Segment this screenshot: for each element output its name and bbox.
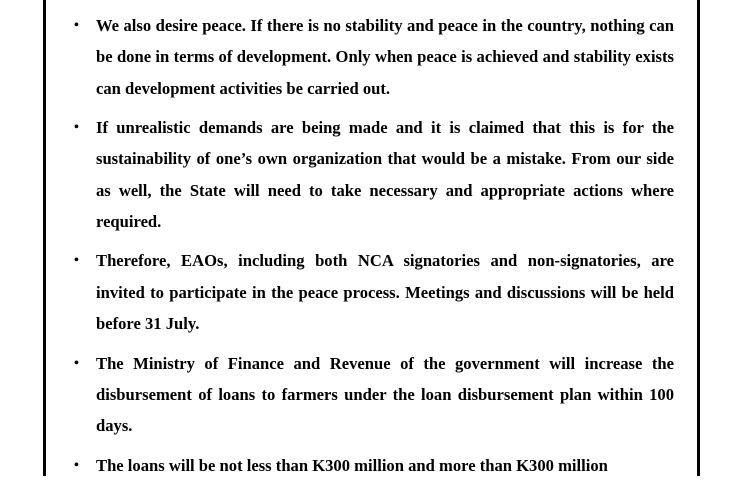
bullet-item-loan-amount — [74, 450, 674, 481]
bullet-text: We also desire peace. If there is no stability and peace in the country, nothing can be done in terms of development. Only when peace is achieved and stability exists can development activities be carried out. — [96, 16, 674, 98]
bullet-icon: • — [74, 355, 79, 371]
bullet-icon: • — [74, 120, 79, 136]
bullet-item-loans — [74, 348, 674, 442]
bullet-text: If unrealistic demands are being made and it is claimed that this is for the sustainability of one’s own organization that would be a mistake. From our side as well, the State will need to take necessary and appropriate actions where required. — [96, 118, 674, 231]
bullet-text: The loans will be not less than K300 million and more than K300 million — [96, 455, 608, 475]
bullet-list — [74, 10, 674, 489]
bullet-item-demands — [74, 112, 674, 237]
bullet-item-eaos — [74, 245, 674, 339]
bullet-text: The Ministry of Finance and Revenue of the government will increase the disbursement of loans to farmers under the loan disbursement plan within 100 days. — [96, 353, 674, 436]
bullet-item-peace — [74, 10, 674, 104]
bullet-text: Therefore, EAOs, including both NCA signatories and non-signatories, are invited to participate in the peace process. Meetings and discussions will be held before 31 July. — [96, 251, 674, 334]
bullet-icon: • — [74, 253, 79, 269]
bullet-icon: • — [74, 18, 79, 33]
bullet-icon: • — [74, 457, 79, 473]
